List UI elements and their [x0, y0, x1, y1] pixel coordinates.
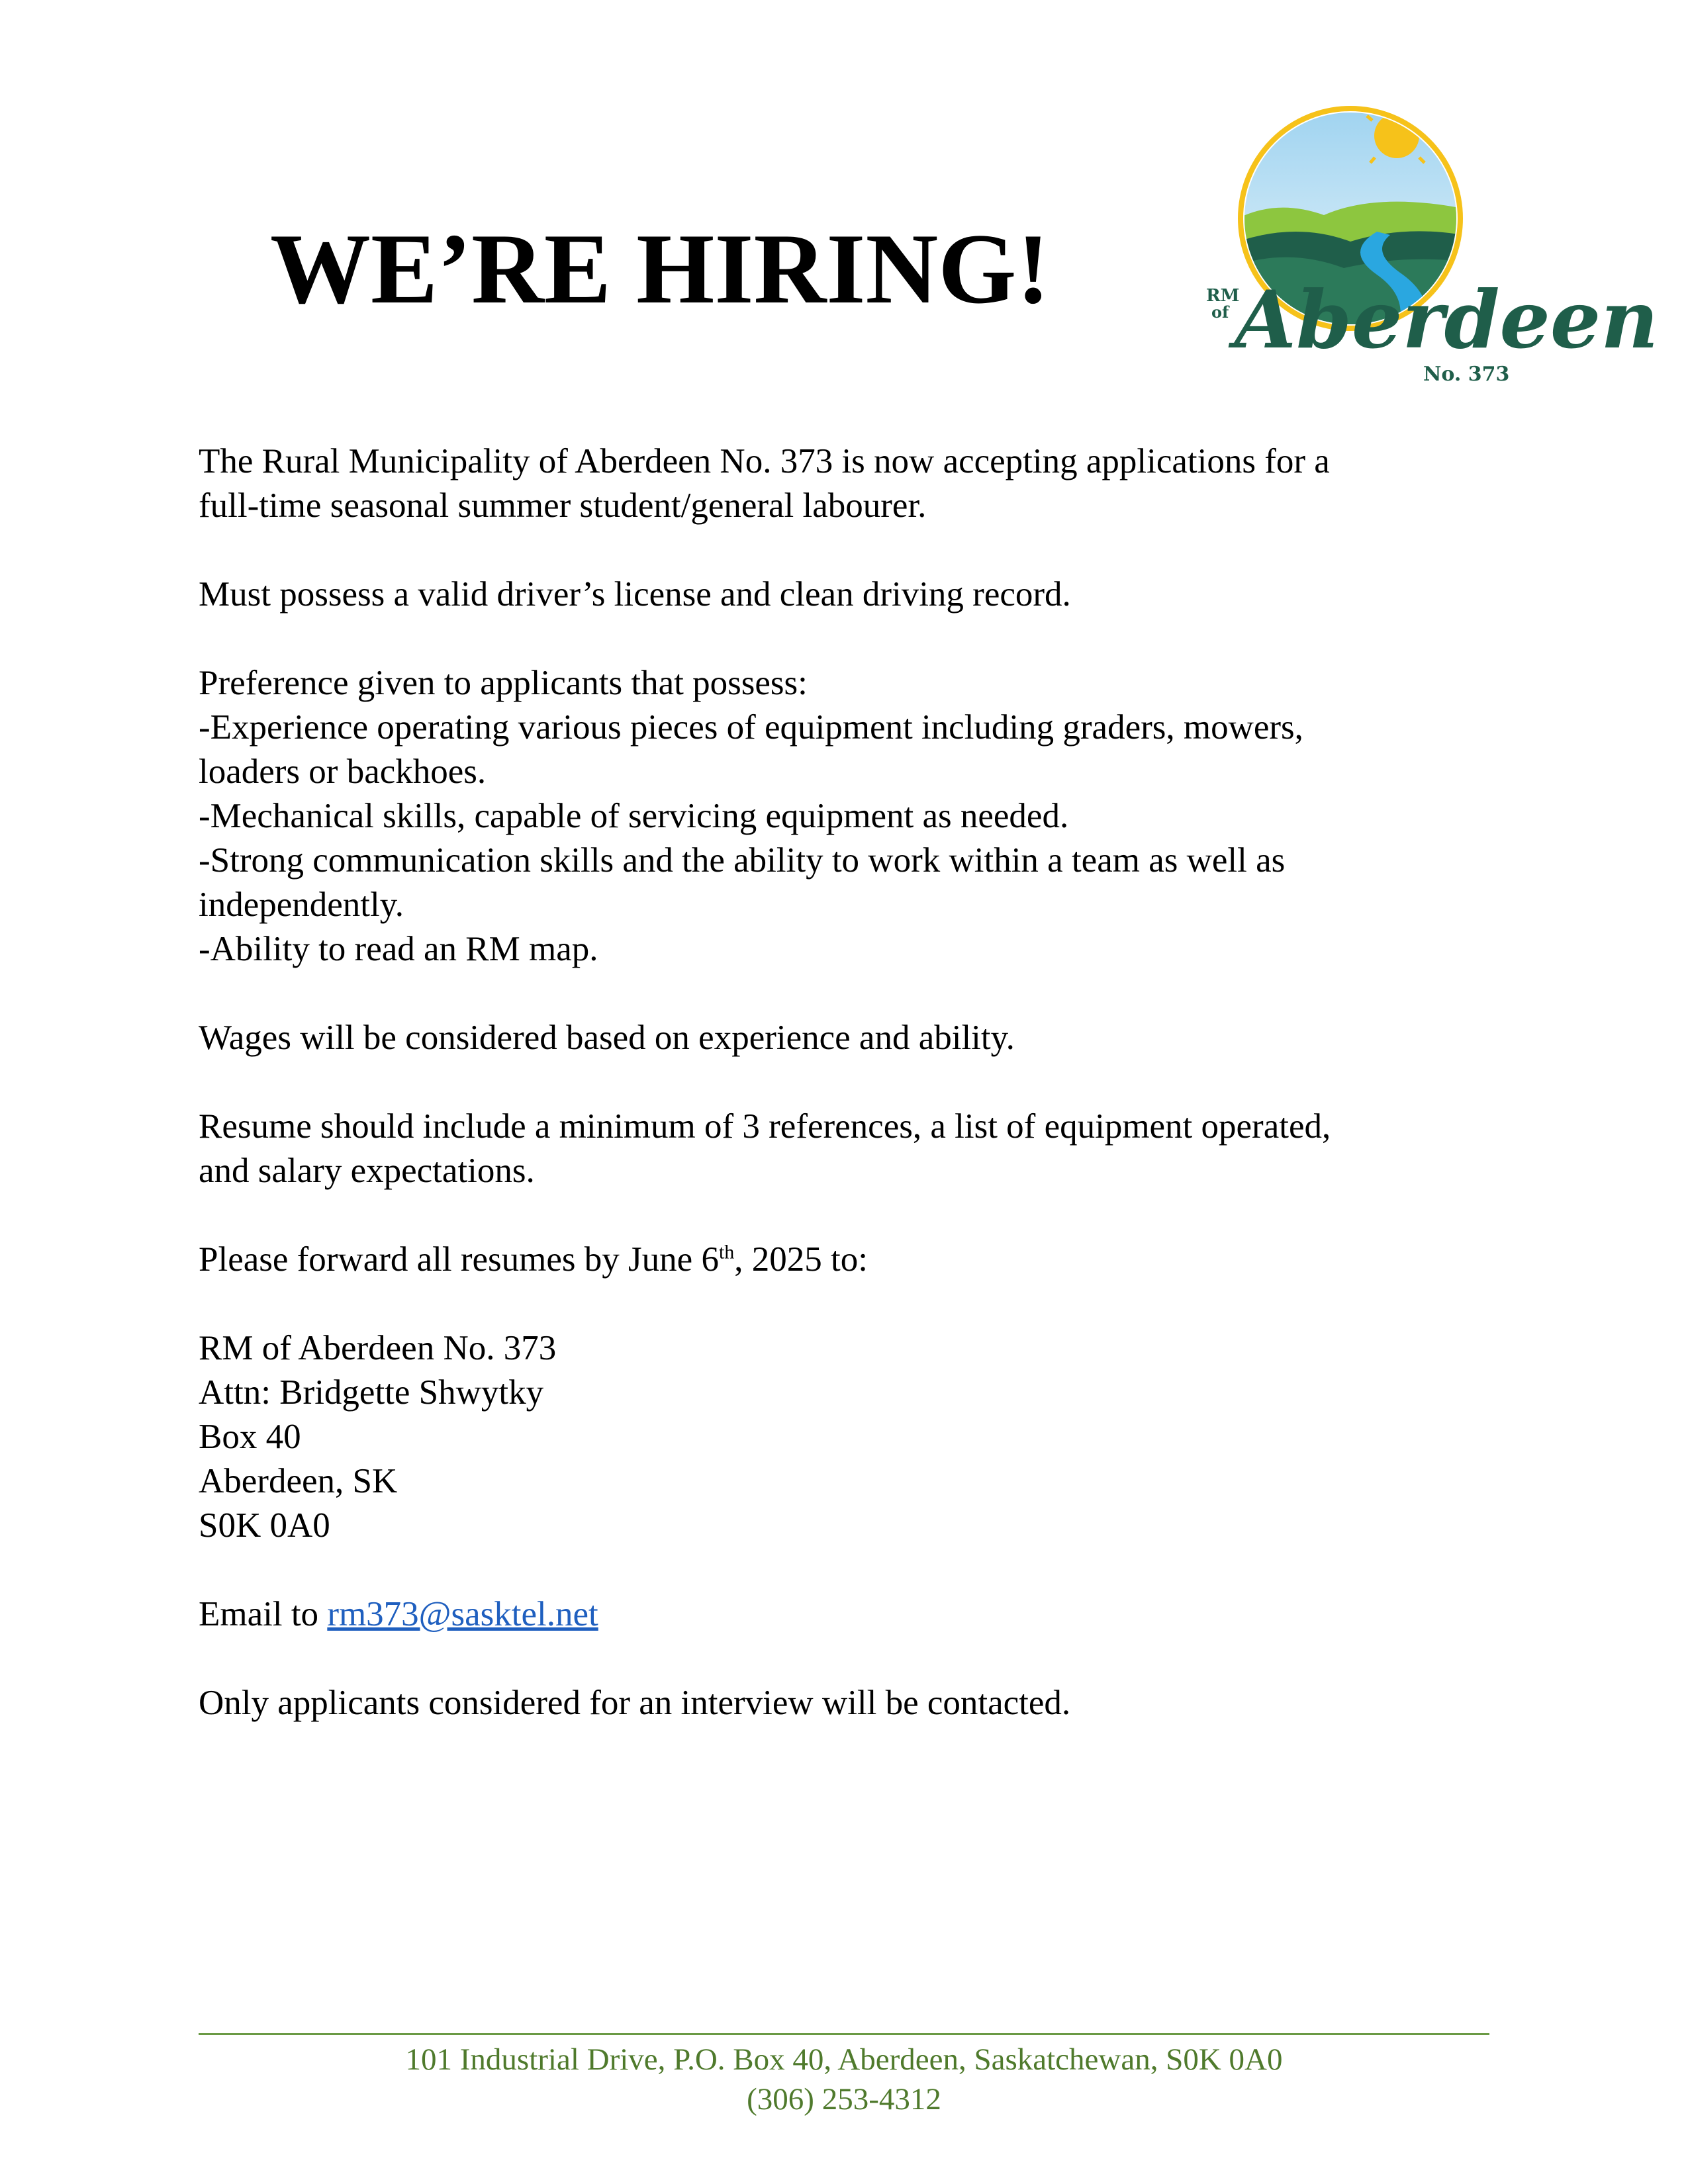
intro-line: The Rural Municipality of Aberdeen No. 373 is now accepting applications for a [199, 442, 1330, 480]
email-line [199, 1592, 1509, 1637]
logo-rm-text: RM [1206, 286, 1240, 306]
address-line: Aberdeen, SK [199, 1462, 398, 1500]
preference-item: -Ability to read an RM map. [199, 930, 598, 968]
preference-item: -Experience operating various pieces of equipment including graders, mowers, [199, 708, 1303, 747]
closing-note: Only applicants considered for an interview will be contacted. [199, 1684, 1071, 1722]
footer-address: 101 Industrial Drive, P.O. Box 40, Aberdeen, Saskatchewan, S0K 0A0 [405, 2042, 1283, 2077]
deadline-sup: th [718, 1241, 735, 1263]
logo-aberdeen-text: Aberdeen [1235, 273, 1659, 367]
preference-item: -Strong communication skills and the ability to work within a team as well as [199, 841, 1286, 880]
resume-note: and salary expectations. [199, 1152, 535, 1190]
headline: WE’RE HIRING! [270, 213, 1051, 324]
deadline-suffix: , 2025 to: [734, 1240, 868, 1279]
email-prefix: Email to [199, 1595, 328, 1633]
address-line: Attn: Bridgette Shwytky [199, 1373, 544, 1412]
preference-item: loaders or backhoes. [199, 752, 487, 791]
deadline-prefix: Please forward all resumes by June 6 [199, 1240, 719, 1279]
address-line: S0K 0A0 [199, 1506, 330, 1545]
job-posting-body [199, 439, 1509, 1725]
intro-line: full-time seasonal summer student/general labourer. [199, 486, 927, 525]
footer-phone: (306) 253-4312 [747, 2082, 941, 2116]
deadline [199, 1238, 1509, 1282]
preference-heading: Preference given to applicants that possess: [199, 664, 808, 702]
footer-divider [199, 2033, 1489, 2035]
address-line: Box 40 [199, 1418, 301, 1456]
wages-note: Wages will be considered based on experience and ability. [199, 1019, 1015, 1057]
email-link[interactable]: rm373@sasktel.net [327, 1595, 598, 1633]
logo-number-text: No. 373 [1423, 363, 1510, 386]
resume-note: Resume should include a minimum of 3 references, a list of equipment operated, [199, 1107, 1331, 1146]
preference-item: independently. [199, 886, 404, 924]
preference-item: -Mechanical skills, capable of servicing equipment as needed. [199, 797, 1069, 835]
logo-of-text: of [1211, 302, 1229, 322]
address-line: RM of Aberdeen No. 373 [199, 1329, 557, 1367]
rm-aberdeen-logo [1178, 99, 1659, 404]
license-requirement: Must possess a valid driver’s license and clean driving record. [199, 575, 1071, 614]
footer [199, 2040, 1489, 2119]
